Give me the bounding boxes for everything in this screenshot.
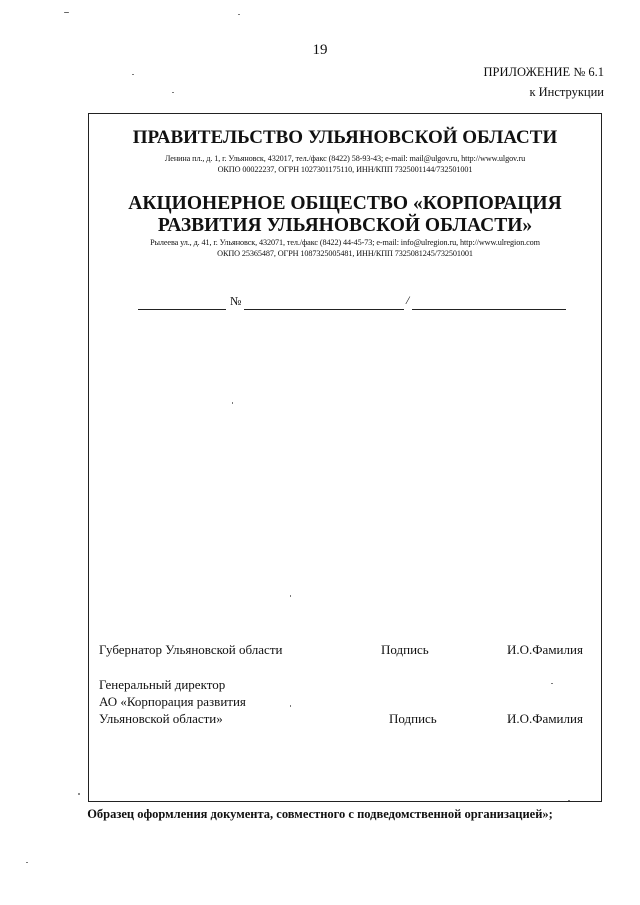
- scan-speck: [238, 14, 240, 15]
- number2-underline[interactable]: [412, 308, 566, 310]
- governor-title: Губернатор Ульяновской области: [99, 642, 283, 657]
- org1-codes: ОКПО 00022237, ОГРН 1027301175110, ИНН/КПП 7325001144/732501001: [217, 165, 473, 174]
- scan-speck: [26, 862, 28, 863]
- director-title-line3: Ульяновской области»: [99, 711, 223, 726]
- scan-speck: [290, 705, 291, 707]
- governor-name: И.О.Фамилия: [507, 642, 583, 657]
- number1-underline[interactable]: [244, 308, 404, 310]
- org2-title-line2: РАЗВИТИЯ УЛЬЯНОВСКОЙ ОБЛАСТИ»: [157, 215, 533, 236]
- scan-speck: [232, 402, 233, 404]
- director-signature: Подпись: [389, 711, 437, 726]
- scan-speck: [64, 12, 69, 13]
- director-title-line2: АО «Корпорация развития: [99, 694, 246, 709]
- appendix-reference: [483, 62, 604, 102]
- director-name: И.О.Фамилия: [507, 711, 583, 726]
- org2-title-line1: АКЦИОНЕРНОЕ ОБЩЕСТВО «КОРПОРАЦИЯ: [128, 193, 562, 214]
- number-sign: №: [230, 294, 242, 308]
- org1-address: Ленина пл., д. 1, г. Ульяновск, 432017, тел./факс (8422) 58-93-43; e-mail: mail@ulgov.ru, http://www.ulgov.ru: [164, 154, 526, 163]
- scan-speck: [78, 793, 80, 795]
- appendix-subtitle: к Инструкции: [529, 85, 604, 99]
- date-underline[interactable]: [138, 308, 226, 310]
- scan-speck: [568, 800, 570, 801]
- scan-speck: [132, 74, 134, 75]
- scan-speck: [290, 595, 291, 597]
- footer-caption: Образец оформления документа, совместного с подведомственной организацией»;: [87, 807, 553, 821]
- number-separator: /: [406, 293, 410, 307]
- director-title-line1: Генеральный директор: [99, 677, 226, 692]
- org2-codes: ОКПО 25365487, ОГРН 1087325005481, ИНН/КПП 7325081245/732501001: [217, 249, 473, 258]
- appendix-title: ПРИЛОЖЕНИЕ № 6.1: [483, 65, 604, 79]
- director-title: [99, 676, 246, 727]
- scan-speck: [172, 92, 174, 93]
- page-number: 19: [312, 42, 328, 58]
- org2-title: [88, 193, 602, 237]
- scan-speck: [551, 683, 553, 684]
- org2-address: Рылеева ул., д. 41, г. Ульяновск, 432071, тел./факс (8422) 44-45-73; e-mail: info@ulregion.ru, http://www.ulregion.com: [150, 238, 540, 247]
- governor-signature: Подпись: [381, 642, 429, 657]
- reference-line: [138, 293, 566, 310]
- org1-title: ПРАВИТЕЛЬСТВО УЛЬЯНОВСКОЙ ОБЛАСТИ: [132, 127, 558, 148]
